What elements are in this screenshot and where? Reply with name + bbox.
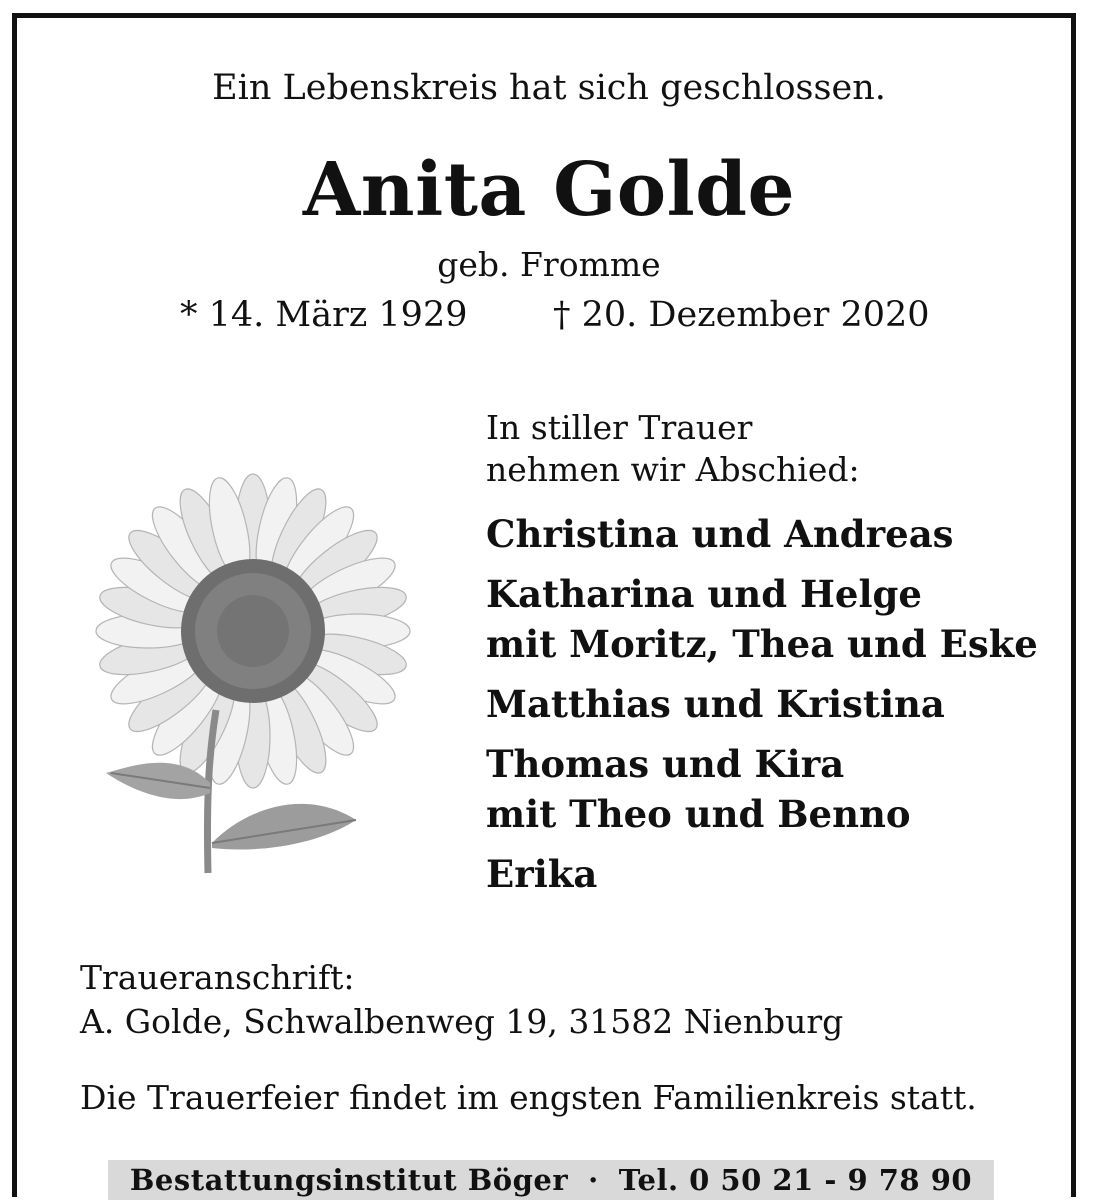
footer — [108, 1160, 994, 1200]
family-line: Katharina und Helge — [486, 572, 922, 616]
deceased-name: Anita Golde — [302, 147, 796, 233]
family-line: mit Moritz, Thea und Eske — [486, 622, 1038, 666]
maiden-name: geb. Fromme — [437, 245, 661, 284]
family-line: Matthias und Kristina — [486, 682, 945, 726]
family-line: mit Theo und Benno — [486, 792, 911, 836]
birth-date: * 14. März 1929 — [180, 295, 468, 335]
address: A. Golde, Schwalbenweg 19, 31582 Nienburg — [80, 1002, 844, 1041]
funeral-home-name: Bestattungsinstitut Böger — [129, 1163, 569, 1197]
funeral-home-phone: Tel. 0 50 21 - 9 78 90 — [618, 1163, 973, 1197]
family-line: Thomas und Kira — [486, 742, 845, 786]
death-date: † 20. Dezember 2020 — [553, 295, 930, 335]
intro-line: Ein Lebenskreis hat sich geschlossen. — [212, 68, 886, 108]
mourning-line-2: nehmen wir Abschied: — [486, 450, 860, 489]
footer-separator: · — [588, 1163, 599, 1197]
address-label: Traueranschrift: — [80, 958, 355, 997]
family-line: Erika — [486, 852, 598, 896]
sunflower-image — [66, 448, 446, 878]
mourning-line-1: In stiller Trauer — [486, 408, 753, 447]
ceremony-note: Die Trauerfeier findet im engsten Familienkreis statt. — [80, 1078, 977, 1117]
family-line: Christina und Andreas — [486, 512, 954, 556]
